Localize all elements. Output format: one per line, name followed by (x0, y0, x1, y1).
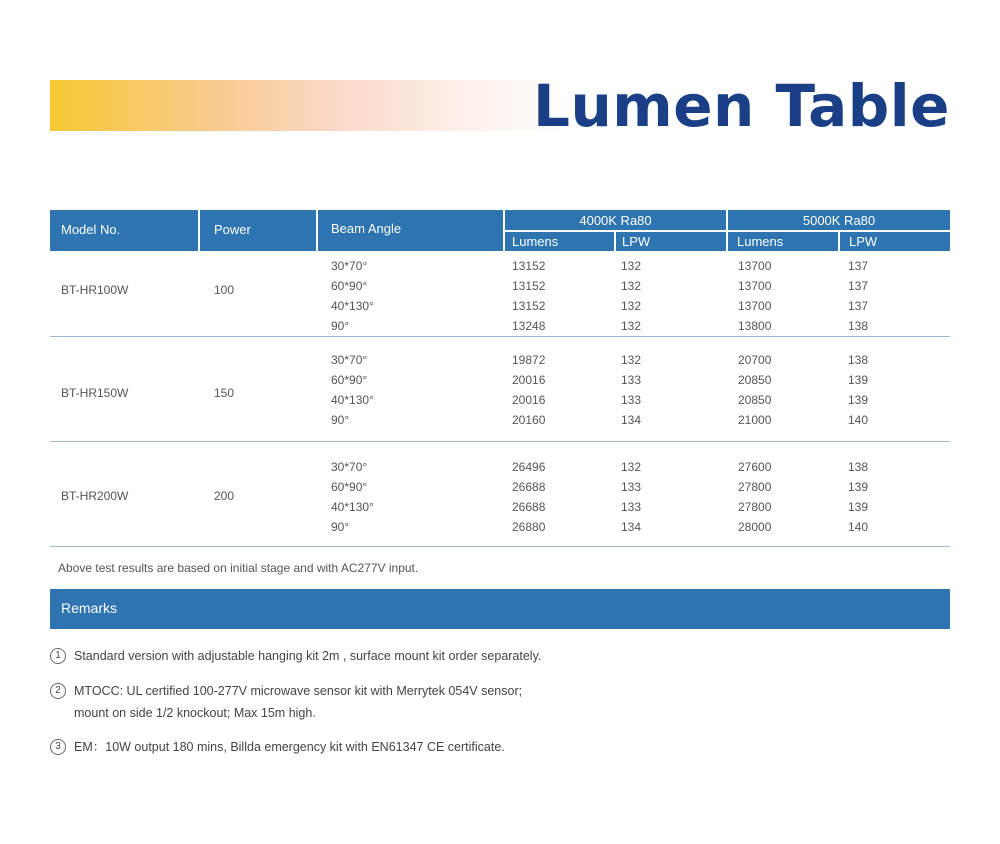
beam-angle-cell: 40*130° (331, 393, 374, 407)
lpw-5000k-cell: 139 (848, 480, 869, 494)
circled-number-icon: 3 (50, 739, 66, 755)
row-divider (50, 336, 950, 337)
lumens-5000k-cell: 13700 (738, 299, 772, 313)
lumens-5000k-cell: 21000 (738, 413, 772, 427)
power-cell: 200 (214, 489, 235, 503)
lumens-5000k-cell: 28000 (738, 520, 772, 534)
remark-text: Standard version with adjustable hanging kit 2m , surface mount kit order separately. (74, 649, 542, 663)
lpw-5000k-cell: 138 (848, 319, 869, 333)
lumens-4000k-cell: 13152 (512, 279, 546, 293)
lumens-5000k-cell: 27800 (738, 480, 772, 494)
lpw-5000k-cell: 137 (848, 299, 869, 313)
lumens-4000k-cell: 20160 (512, 413, 546, 427)
lpw-4000k-cell: 132 (621, 279, 642, 293)
lpw-4000k-cell: 133 (621, 480, 642, 494)
lpw-4000k-cell: 134 (621, 520, 642, 534)
lumens-5000k-cell: 20850 (738, 393, 772, 407)
beam-angle-cell: 60*90° (331, 373, 368, 387)
lumens-4000k-cell: 13152 (512, 259, 546, 273)
lpw-5000k-cell: 139 (848, 500, 869, 514)
lumens-5000k-cell: 13800 (738, 319, 772, 333)
header-power: Power (200, 210, 316, 251)
lpw-4000k-cell: 132 (621, 460, 642, 474)
beam-angle-cell: 60*90° (331, 279, 368, 293)
lpw-5000k-cell: 139 (848, 373, 869, 387)
beam-angle-cell: 30*70° (331, 353, 368, 367)
lumens-5000k-cell: 13700 (738, 259, 772, 273)
power-cell: 100 (214, 283, 235, 297)
lumens-5000k-cell: 20700 (738, 353, 772, 367)
lpw-5000k-cell: 137 (848, 279, 869, 293)
lumens-4000k-cell: 26688 (512, 500, 546, 514)
remark-text: EM：10W output 180 mins, Billda emergency kit with EN61347 CE certificate. (74, 740, 505, 754)
header-lumens-5000k: Lumens (728, 232, 838, 251)
lumens-4000k-cell: 13152 (512, 299, 546, 313)
lpw-5000k-cell: 138 (848, 353, 869, 367)
beam-angle-cell: 40*130° (331, 299, 374, 313)
lumens-4000k-cell: 13248 (512, 319, 546, 333)
lpw-4000k-cell: 134 (621, 413, 642, 427)
beam-angle-cell: 60*90° (331, 480, 368, 494)
page-title: Lumen Table (533, 72, 950, 140)
lumens-5000k-cell: 27800 (738, 500, 772, 514)
header-group-4000k: 4000K Ra80 (505, 210, 726, 230)
circled-number-icon: 1 (50, 648, 66, 664)
header-group-5000k: 5000K Ra80 (728, 210, 950, 230)
lpw-4000k-cell: 133 (621, 500, 642, 514)
lumens-5000k-cell: 13700 (738, 279, 772, 293)
beam-angle-cell: 90° (331, 319, 350, 333)
title-gradient-bar (50, 80, 570, 131)
circled-number-icon: 2 (50, 683, 66, 699)
lpw-5000k-cell: 140 (848, 413, 869, 427)
remarks-title: Remarks (61, 600, 118, 616)
lumens-4000k-cell: 20016 (512, 393, 546, 407)
lumens-5000k-cell: 27600 (738, 460, 772, 474)
header-lpw-5000k: LPW (840, 232, 950, 251)
row-divider (50, 546, 950, 547)
remarks-header (50, 589, 950, 629)
lumens-4000k-cell: 26880 (512, 520, 546, 534)
header-beam-angle: Beam Angle (318, 210, 503, 251)
lpw-4000k-cell: 132 (621, 299, 642, 313)
lpw-5000k-cell: 137 (848, 259, 869, 273)
lumens-5000k-cell: 20850 (738, 373, 772, 387)
model-cell: BT-HR200W (61, 489, 129, 503)
model-cell: BT-HR100W (61, 283, 129, 297)
beam-angle-cell: 40*130° (331, 500, 374, 514)
lpw-5000k-cell: 139 (848, 393, 869, 407)
lumens-4000k-cell: 26688 (512, 480, 546, 494)
test-note: Above test results are based on initial stage and with AC277V input. (58, 561, 419, 575)
model-cell: BT-HR150W (61, 386, 129, 400)
lumens-4000k-cell: 20016 (512, 373, 546, 387)
lumens-4000k-cell: 26496 (512, 460, 546, 474)
remark-text: MTOCC: UL certified 100-277V microwave sensor kit with Merrytek 054V sensor; mount on side 1/2 knockout; Max 15m high. (74, 684, 523, 720)
lpw-5000k-cell: 138 (848, 460, 869, 474)
row-divider (50, 441, 950, 442)
header-model: Model No. (50, 210, 198, 251)
lpw-4000k-cell: 132 (621, 353, 642, 367)
header-lumens-4000k: Lumens (505, 232, 614, 251)
lpw-5000k-cell: 140 (848, 520, 869, 534)
beam-angle-cell: 30*70° (331, 460, 368, 474)
beam-angle-cell: 90° (331, 520, 350, 534)
lpw-4000k-cell: 133 (621, 373, 642, 387)
power-cell: 150 (214, 386, 235, 400)
lumens-4000k-cell: 19872 (512, 353, 546, 367)
header-lpw-4000k: LPW (616, 232, 726, 251)
lpw-4000k-cell: 132 (621, 319, 642, 333)
beam-angle-cell: 30*70° (331, 259, 368, 273)
lpw-4000k-cell: 133 (621, 393, 642, 407)
beam-angle-cell: 90° (331, 413, 350, 427)
lpw-4000k-cell: 132 (621, 259, 642, 273)
